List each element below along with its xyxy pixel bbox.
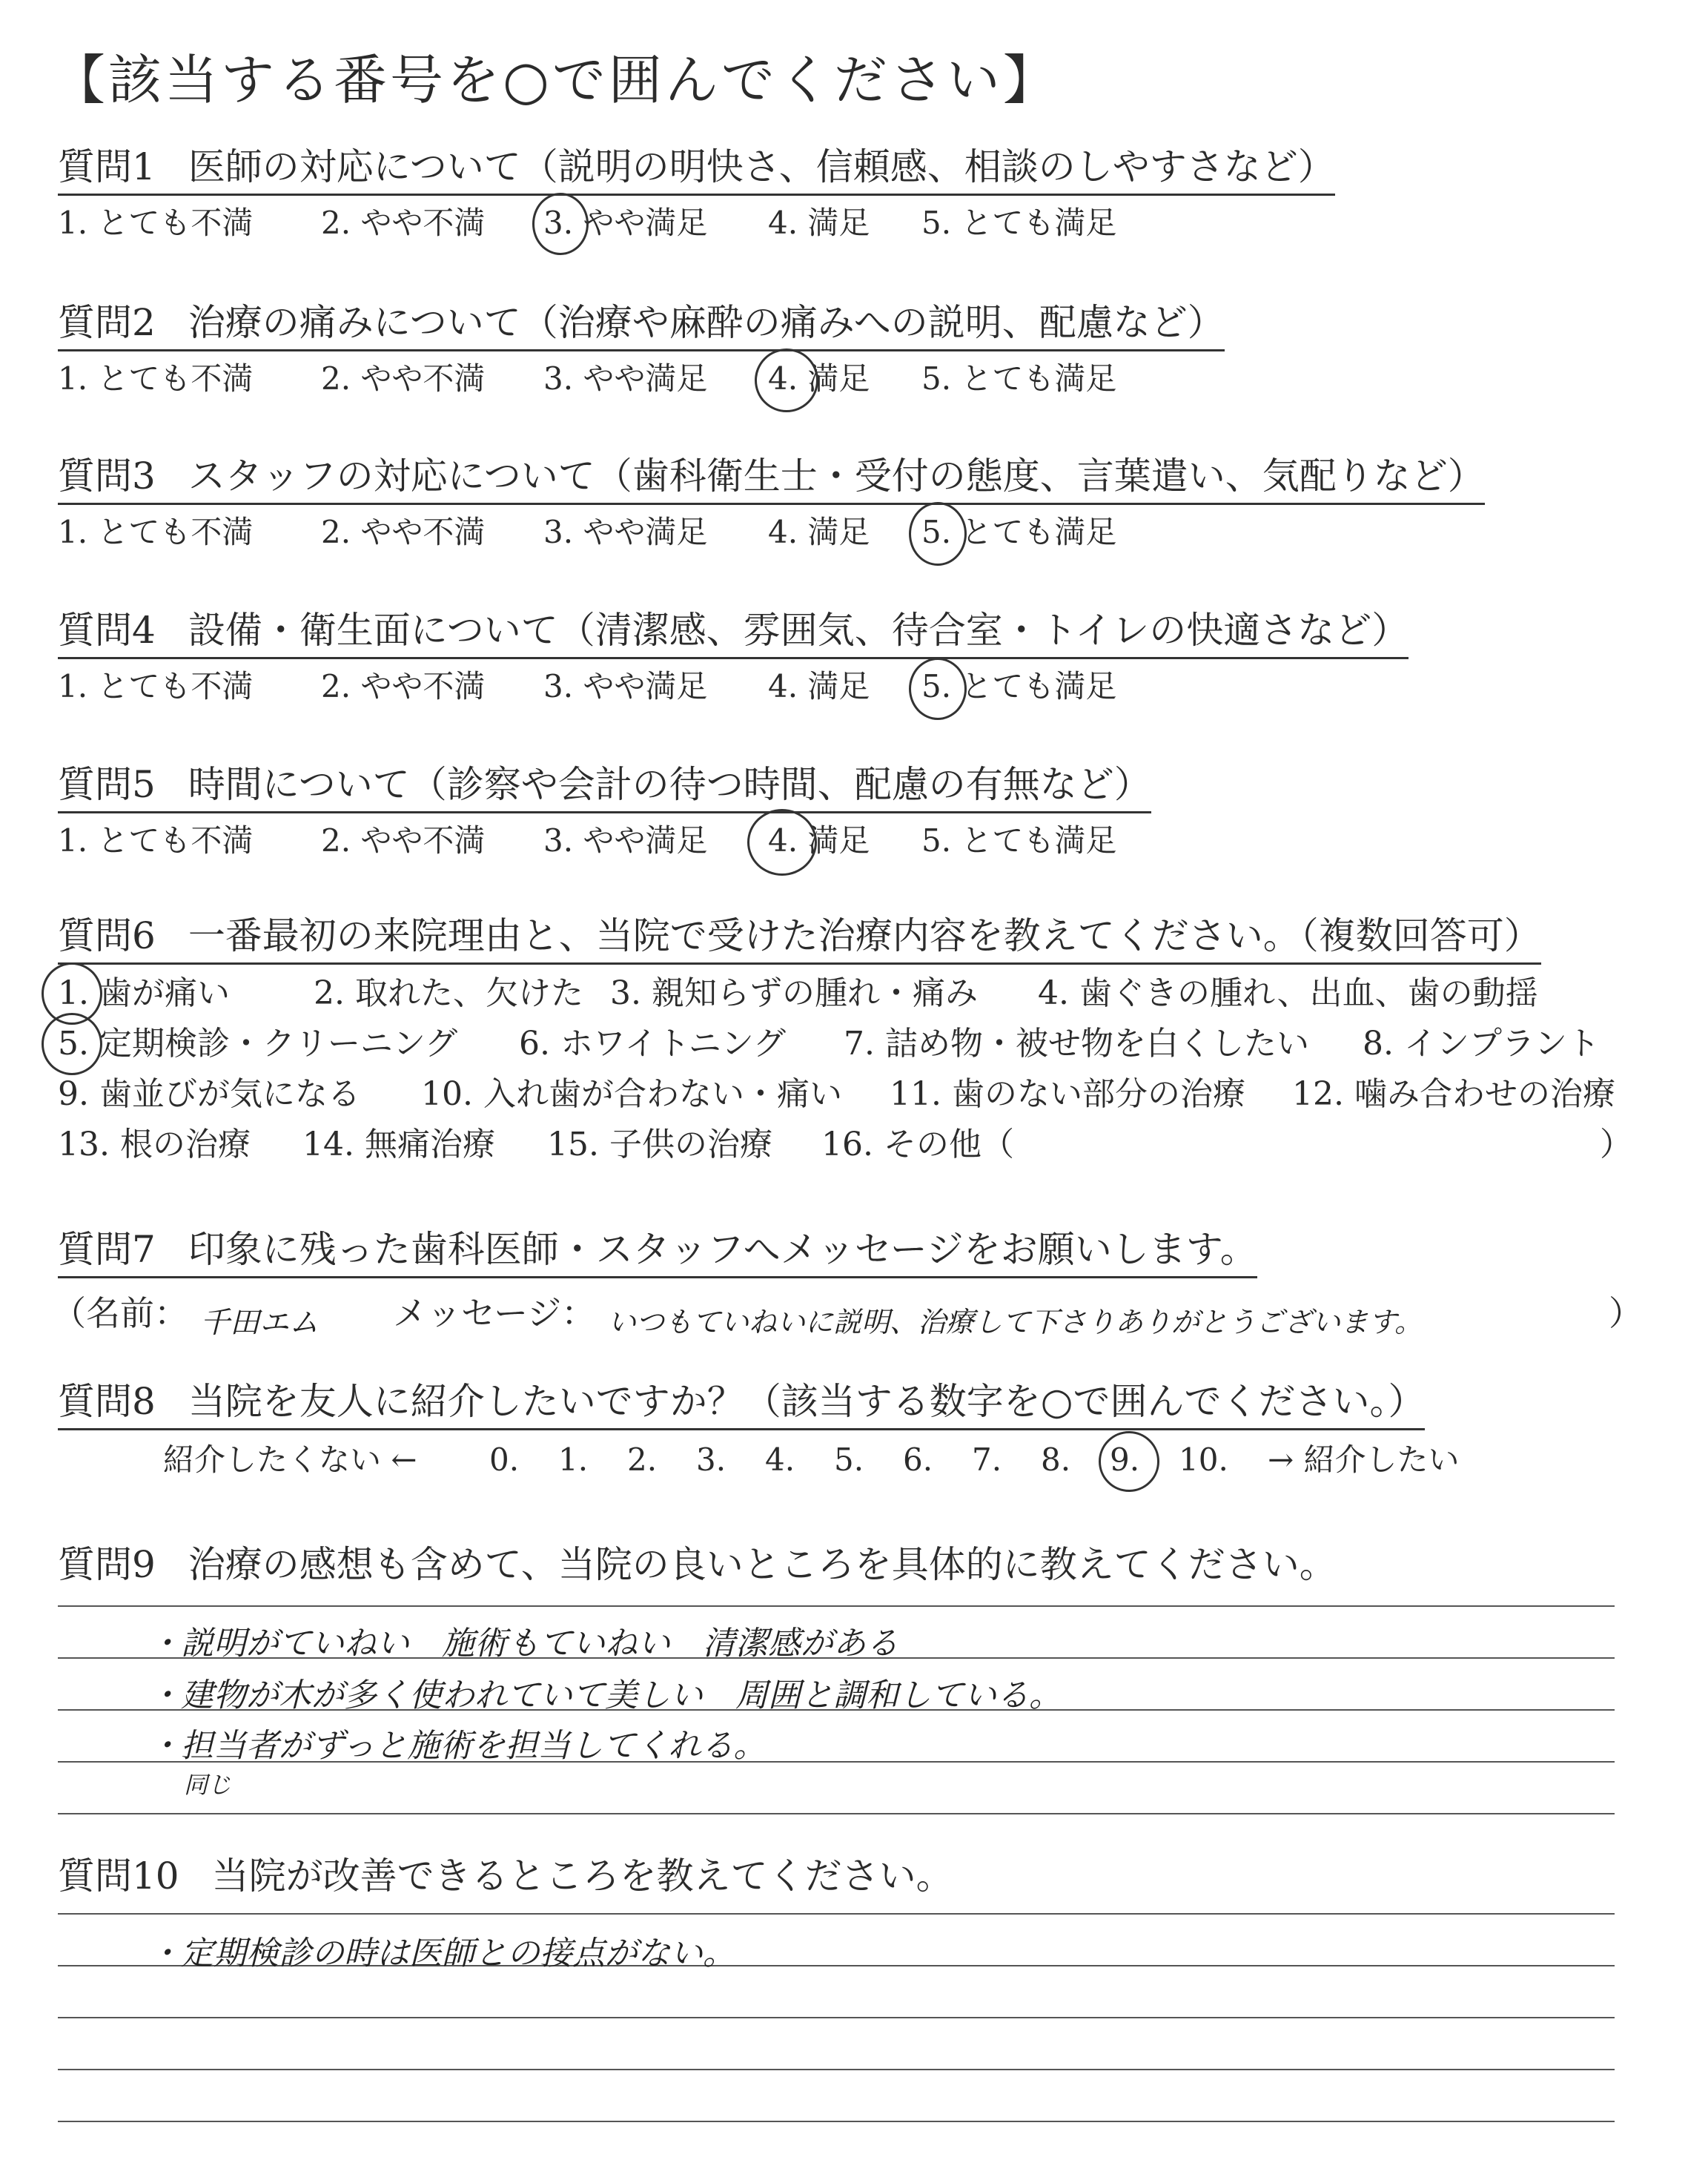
question-number: 質問2 bbox=[58, 301, 156, 344]
answer-line bbox=[58, 1813, 1615, 1814]
question-8-heading bbox=[58, 1379, 1425, 1430]
question-6-heading bbox=[58, 914, 1541, 965]
question-10-heading bbox=[58, 1854, 953, 1903]
question-text: 印象に残った歯科医師・スタッフへメッセージをお願いします。 bbox=[188, 1228, 1257, 1271]
option-3[interactable]: 3. やや満足 bbox=[543, 360, 708, 397]
question-number: 質問1 bbox=[58, 145, 156, 188]
question-number: 質問9 bbox=[58, 1543, 156, 1586]
option-11[interactable]: 11. 歯のない部分の治療 bbox=[890, 1075, 1245, 1113]
scale-left-label: 紹介したくない ← bbox=[163, 1441, 417, 1478]
answer-text[interactable]: ・定期検診の時は医師との接点がない。 bbox=[148, 1935, 735, 1972]
option-2[interactable]: 2. やや不満 bbox=[321, 360, 486, 397]
option-4[interactable]: 4. 満足 bbox=[768, 360, 870, 397]
option-1[interactable]: 1. とても不満 bbox=[58, 205, 254, 241]
option-4[interactable]: 4. 満足 bbox=[768, 205, 870, 241]
question-number: 質問7 bbox=[58, 1228, 156, 1271]
question-text: 当院を友人に紹介したいですか？（該当する数字を○で囲んでください。） bbox=[188, 1380, 1426, 1423]
option-12[interactable]: 12. 噛み合わせの治療 bbox=[1292, 1075, 1615, 1113]
other-close-paren: ） bbox=[1600, 1126, 1632, 1163]
answer-line bbox=[58, 2121, 1615, 2122]
answer-line bbox=[58, 1913, 1615, 1915]
name-value[interactable]: 千田エム bbox=[200, 1306, 319, 1340]
question-number: 質問3 bbox=[58, 455, 156, 498]
option-2[interactable]: 2. やや不満 bbox=[321, 822, 486, 859]
question-7-heading bbox=[58, 1227, 1257, 1278]
option-5[interactable]: 5. とても満足 bbox=[921, 822, 1117, 859]
answer-line bbox=[58, 2017, 1615, 2018]
scale-4[interactable]: 4. bbox=[765, 1441, 795, 1478]
option-10[interactable]: 10. 入れ歯が合わない・痛い bbox=[421, 1075, 842, 1113]
option-2[interactable]: 2. 取れた、欠けた bbox=[314, 974, 583, 1012]
scale-6[interactable]: 6. bbox=[903, 1441, 933, 1478]
scale-5[interactable]: 5. bbox=[834, 1441, 864, 1478]
question-text: 設備・衛生面について（清潔感、雰囲気、待合室・トイレの快適さなど） bbox=[188, 609, 1409, 652]
selection-circle bbox=[42, 1013, 102, 1075]
option-2[interactable]: 2. やや不満 bbox=[321, 205, 486, 241]
question-number: 質問10 bbox=[58, 1855, 179, 1898]
option-3[interactable]: 3. やや満足 bbox=[543, 514, 708, 550]
message-label: メッセージ： bbox=[393, 1293, 596, 1333]
question-text: スタッフの対応について（歯科衛生士・受付の態度、言葉遣い、気配りなど） bbox=[188, 455, 1485, 498]
option-1[interactable]: 1. とても不満 bbox=[58, 668, 254, 704]
option-7[interactable]: 7. 詰め物・被せ物を白くしたい bbox=[844, 1025, 1309, 1063]
question-5-heading bbox=[58, 762, 1151, 813]
option-4[interactable]: 4. 満足 bbox=[768, 822, 870, 859]
selection-circle bbox=[909, 502, 967, 566]
scale-10[interactable]: 10. bbox=[1179, 1441, 1228, 1478]
option-5[interactable]: 5. とても満足 bbox=[921, 205, 1117, 241]
scale-7[interactable]: 7. bbox=[972, 1441, 1002, 1478]
option-13[interactable]: 13. 根の治療 bbox=[58, 1126, 251, 1163]
option-3[interactable]: 3. やや満足 bbox=[543, 668, 708, 704]
question-number: 質問8 bbox=[58, 1380, 156, 1423]
question-9-heading bbox=[58, 1542, 1337, 1591]
option-4[interactable]: 4. 満足 bbox=[768, 668, 870, 704]
option-15[interactable]: 15. 子供の治療 bbox=[547, 1126, 772, 1163]
option-1[interactable]: 1. とても不満 bbox=[58, 822, 254, 859]
message-value[interactable]: いつもていねいに説明、治療して下さりありがとうございます。 bbox=[608, 1306, 1423, 1338]
option-1[interactable]: 1. とても不満 bbox=[58, 360, 254, 397]
question-text: 治療の感想も含めて、当院の良いところを具体的に教えてください。 bbox=[188, 1543, 1337, 1586]
scale-3[interactable]: 3. bbox=[696, 1441, 726, 1478]
question-4-heading bbox=[58, 608, 1409, 659]
question-text: 時間について（診察や会計の待つ時間、配慮の有無など） bbox=[188, 763, 1151, 806]
scale-0[interactable]: 0. bbox=[489, 1441, 520, 1478]
scale-8[interactable]: 8. bbox=[1041, 1441, 1071, 1478]
option-5[interactable]: 5. とても満足 bbox=[921, 360, 1117, 397]
question-text: 一番最初の来院理由と、当院で受けた治療内容を教えてください。（複数回答可） bbox=[188, 914, 1541, 957]
option-5[interactable]: 5. とても満足 bbox=[921, 668, 1117, 704]
option-3[interactable]: 3. 親知らずの腫れ・痛み bbox=[610, 974, 978, 1012]
question-1-heading bbox=[58, 145, 1335, 196]
answer-text[interactable]: ・説明がていねい 施術もていねい 清潔感がある bbox=[148, 1625, 898, 1662]
selection-circle bbox=[1099, 1431, 1159, 1492]
option-14[interactable]: 14. 無痛治療 bbox=[302, 1126, 495, 1163]
answer-line bbox=[58, 2069, 1615, 2070]
question-number: 質問5 bbox=[58, 763, 156, 806]
option-9[interactable]: 9. 歯並びが気になる bbox=[58, 1075, 360, 1113]
answer-line bbox=[58, 1605, 1615, 1607]
option-3[interactable]: 3. やや満足 bbox=[543, 205, 708, 241]
name-label: （名前： bbox=[52, 1293, 188, 1333]
option-16[interactable]: 16. その他（ bbox=[821, 1126, 1014, 1163]
question-3-heading bbox=[58, 454, 1485, 505]
question-2-heading bbox=[58, 300, 1225, 351]
answer-text[interactable]: ・担当者がずっと施術を担当してくれる。 bbox=[148, 1727, 767, 1765]
question-text: 治療の痛みについて（治療や麻酔の痛みへの説明、配慮など） bbox=[188, 301, 1225, 344]
message-close-paren: ） bbox=[1609, 1293, 1643, 1333]
question-text: 当院が改善できるところを教えてください。 bbox=[211, 1855, 953, 1898]
selection-circle bbox=[909, 658, 967, 720]
answer-annotation: 同じ bbox=[184, 1771, 232, 1799]
selection-circle bbox=[755, 349, 818, 412]
option-1[interactable]: 1. とても不満 bbox=[58, 514, 254, 550]
question-number: 質問6 bbox=[58, 914, 156, 957]
option-4[interactable]: 4. 満足 bbox=[768, 514, 870, 550]
scale-9[interactable]: 9. bbox=[1110, 1441, 1140, 1478]
selection-circle bbox=[532, 193, 589, 255]
option-1[interactable]: 1. 歯が痛い bbox=[58, 974, 230, 1012]
option-5[interactable]: 5. とても満足 bbox=[921, 514, 1117, 550]
option-5[interactable]: 5. 定期検診・クリーニング bbox=[58, 1025, 458, 1063]
option-2[interactable]: 2. やや不満 bbox=[321, 668, 486, 704]
option-2[interactable]: 2. やや不満 bbox=[321, 514, 486, 550]
option-4[interactable]: 4. 歯ぐきの腫れ、出血、歯の動揺 bbox=[1038, 974, 1538, 1012]
scale-right-label: → 紹介したい bbox=[1268, 1441, 1460, 1478]
selection-circle bbox=[747, 809, 817, 876]
question-text: 医師の対応について（説明の明快さ、信頼感、相談のしやすさなど） bbox=[188, 145, 1335, 188]
scale-2[interactable]: 2. bbox=[627, 1441, 658, 1478]
option-3[interactable]: 3. やや満足 bbox=[543, 822, 708, 859]
question-number: 質問4 bbox=[58, 609, 156, 652]
scale-1[interactable]: 1. bbox=[558, 1441, 589, 1478]
page-title: 【該当する番号を○で囲んでください】 bbox=[52, 49, 1059, 111]
option-8[interactable]: 8. インプラント bbox=[1363, 1025, 1600, 1063]
answer-text[interactable]: ・建物が木が多く使われていて美しい 周囲と調和している。 bbox=[148, 1677, 1062, 1714]
option-6[interactable]: 6. ホワイトニング bbox=[519, 1025, 787, 1063]
